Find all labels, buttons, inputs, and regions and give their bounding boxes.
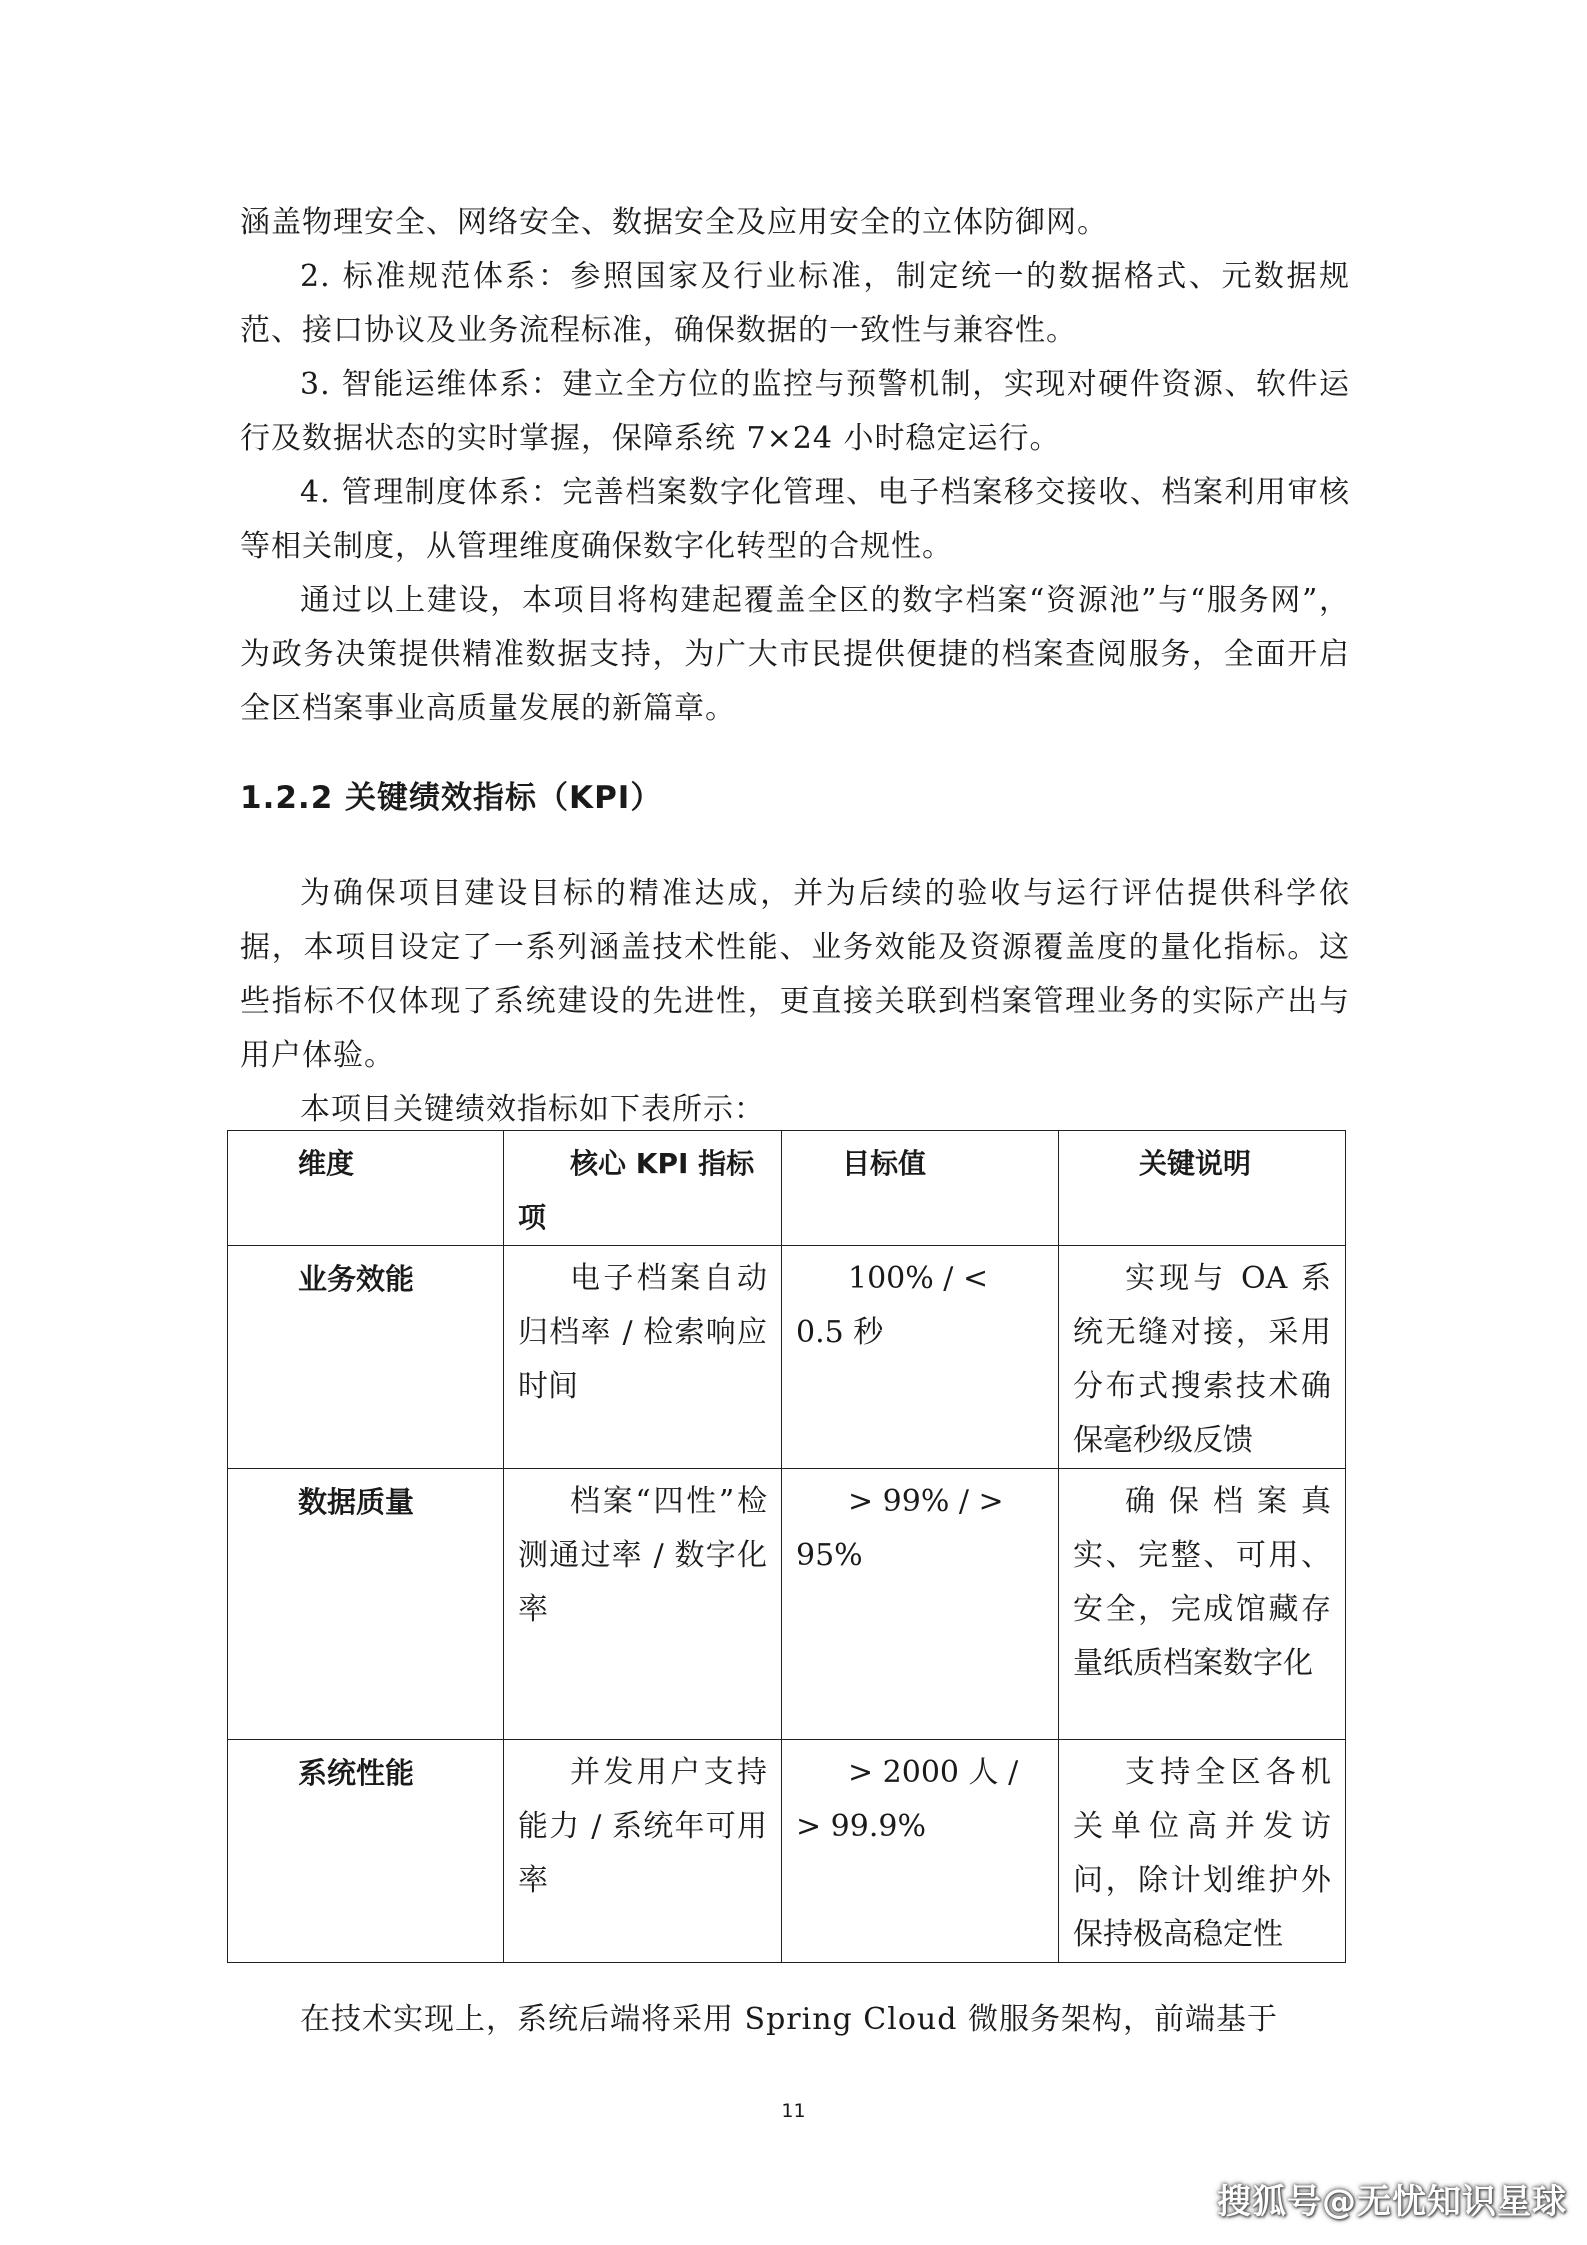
table-row xyxy=(228,1246,1346,1469)
kpi-intro-section xyxy=(240,867,1350,1137)
intro-section xyxy=(240,196,1350,736)
paragraph-continuation: 涵盖物理安全、网络安全、数据安全及应用安全的立体防御网。 xyxy=(240,205,1108,240)
cell-target: 100% / < 0.5 秒 xyxy=(782,1246,1059,1469)
paragraph-management-system: 4. 管理制度体系：完善档案数字化管理、电子档案移交接收、档案利用审核等相关制度，从管理维度确保数字化转型的合规性。 xyxy=(240,475,1350,564)
cell-indicator: 电子档案自动归档率 / 检索响应时间 xyxy=(504,1246,782,1469)
cell-dimension: 业务效能 xyxy=(228,1246,504,1469)
table-caption: 本项目关键绩效指标如下表所示： xyxy=(300,1092,765,1127)
paragraph-summary: 通过以上建设，本项目将构建起覆盖全区的数字档案“资源池”与“服务网”，为政务决策提供精准数据支持，为广大市民提供便捷的档案查阅服务，全面开启全区档案事业高质量发展的新篇章。 xyxy=(240,583,1350,726)
cell-dimension: 数据质量 xyxy=(228,1469,504,1740)
cell-note: 支持全区各机关单位高并发访问，除计划维护外保持极高稳定性 xyxy=(1059,1740,1346,1963)
cell-target: > 2000 人 / > 99.9% xyxy=(782,1740,1059,1963)
table-row xyxy=(228,1740,1346,1963)
section-heading: 1.2.2 关键绩效指标（KPI） xyxy=(240,780,663,816)
header-target: 目标值 xyxy=(782,1131,1059,1246)
paragraph-technical: 在技术实现上，系统后端将采用 Spring Cloud 微服务架构，前端基于 xyxy=(300,2002,1278,2037)
cell-dimension: 系统性能 xyxy=(228,1740,504,1963)
paragraph-standards-system: 2. 标准规范体系：参照国家及行业标准，制定统一的数据格式、元数据规范、接口协议及业务流程标准，确保数据的一致性与兼容性。 xyxy=(240,259,1350,348)
cell-note: 确保档案真实、完整、可用、安全，完成馆藏存量纸质档案数字化 xyxy=(1059,1469,1346,1740)
table-row xyxy=(228,1469,1346,1740)
kpi-table xyxy=(227,1130,1346,1963)
page-number: 11 xyxy=(781,2100,806,2122)
paragraph-kpi-intro: 为确保项目建设目标的精准达成，并为后续的验收与运行评估提供科学依据，本项目设定了一系列涵盖技术性能、业务效能及资源覆盖度的量化指标。这些指标不仅体现了系统建设的先进性，更直接关联到档案管理业务的实际产出与用户体验。 xyxy=(240,876,1350,1073)
cell-indicator: 档案“四性”检测通过率 / 数字化率 xyxy=(504,1469,782,1740)
cell-target: > 99% / > 95% xyxy=(782,1469,1059,1740)
closing-section xyxy=(240,1993,1350,2047)
source-watermark: 搜狐号@无忧知识星球 xyxy=(1217,2182,1567,2222)
header-indicator: 核心 KPI 指标项 xyxy=(504,1131,782,1246)
header-dimension: 维度 xyxy=(228,1131,504,1246)
cell-note: 实现与 OA 系统无缝对接，采用分布式搜索技术确保毫秒级反馈 xyxy=(1059,1246,1346,1469)
cell-indicator: 并发用户支持能力 / 系统年可用率 xyxy=(504,1740,782,1963)
paragraph-ops-system: 3. 智能运维体系：建立全方位的监控与预警机制，实现对硬件资源、软件运行及数据状态的实时掌握，保障系统 7×24 小时稳定运行。 xyxy=(240,367,1350,456)
table-header-row xyxy=(228,1131,1346,1246)
header-note: 关键说明 xyxy=(1059,1131,1346,1246)
